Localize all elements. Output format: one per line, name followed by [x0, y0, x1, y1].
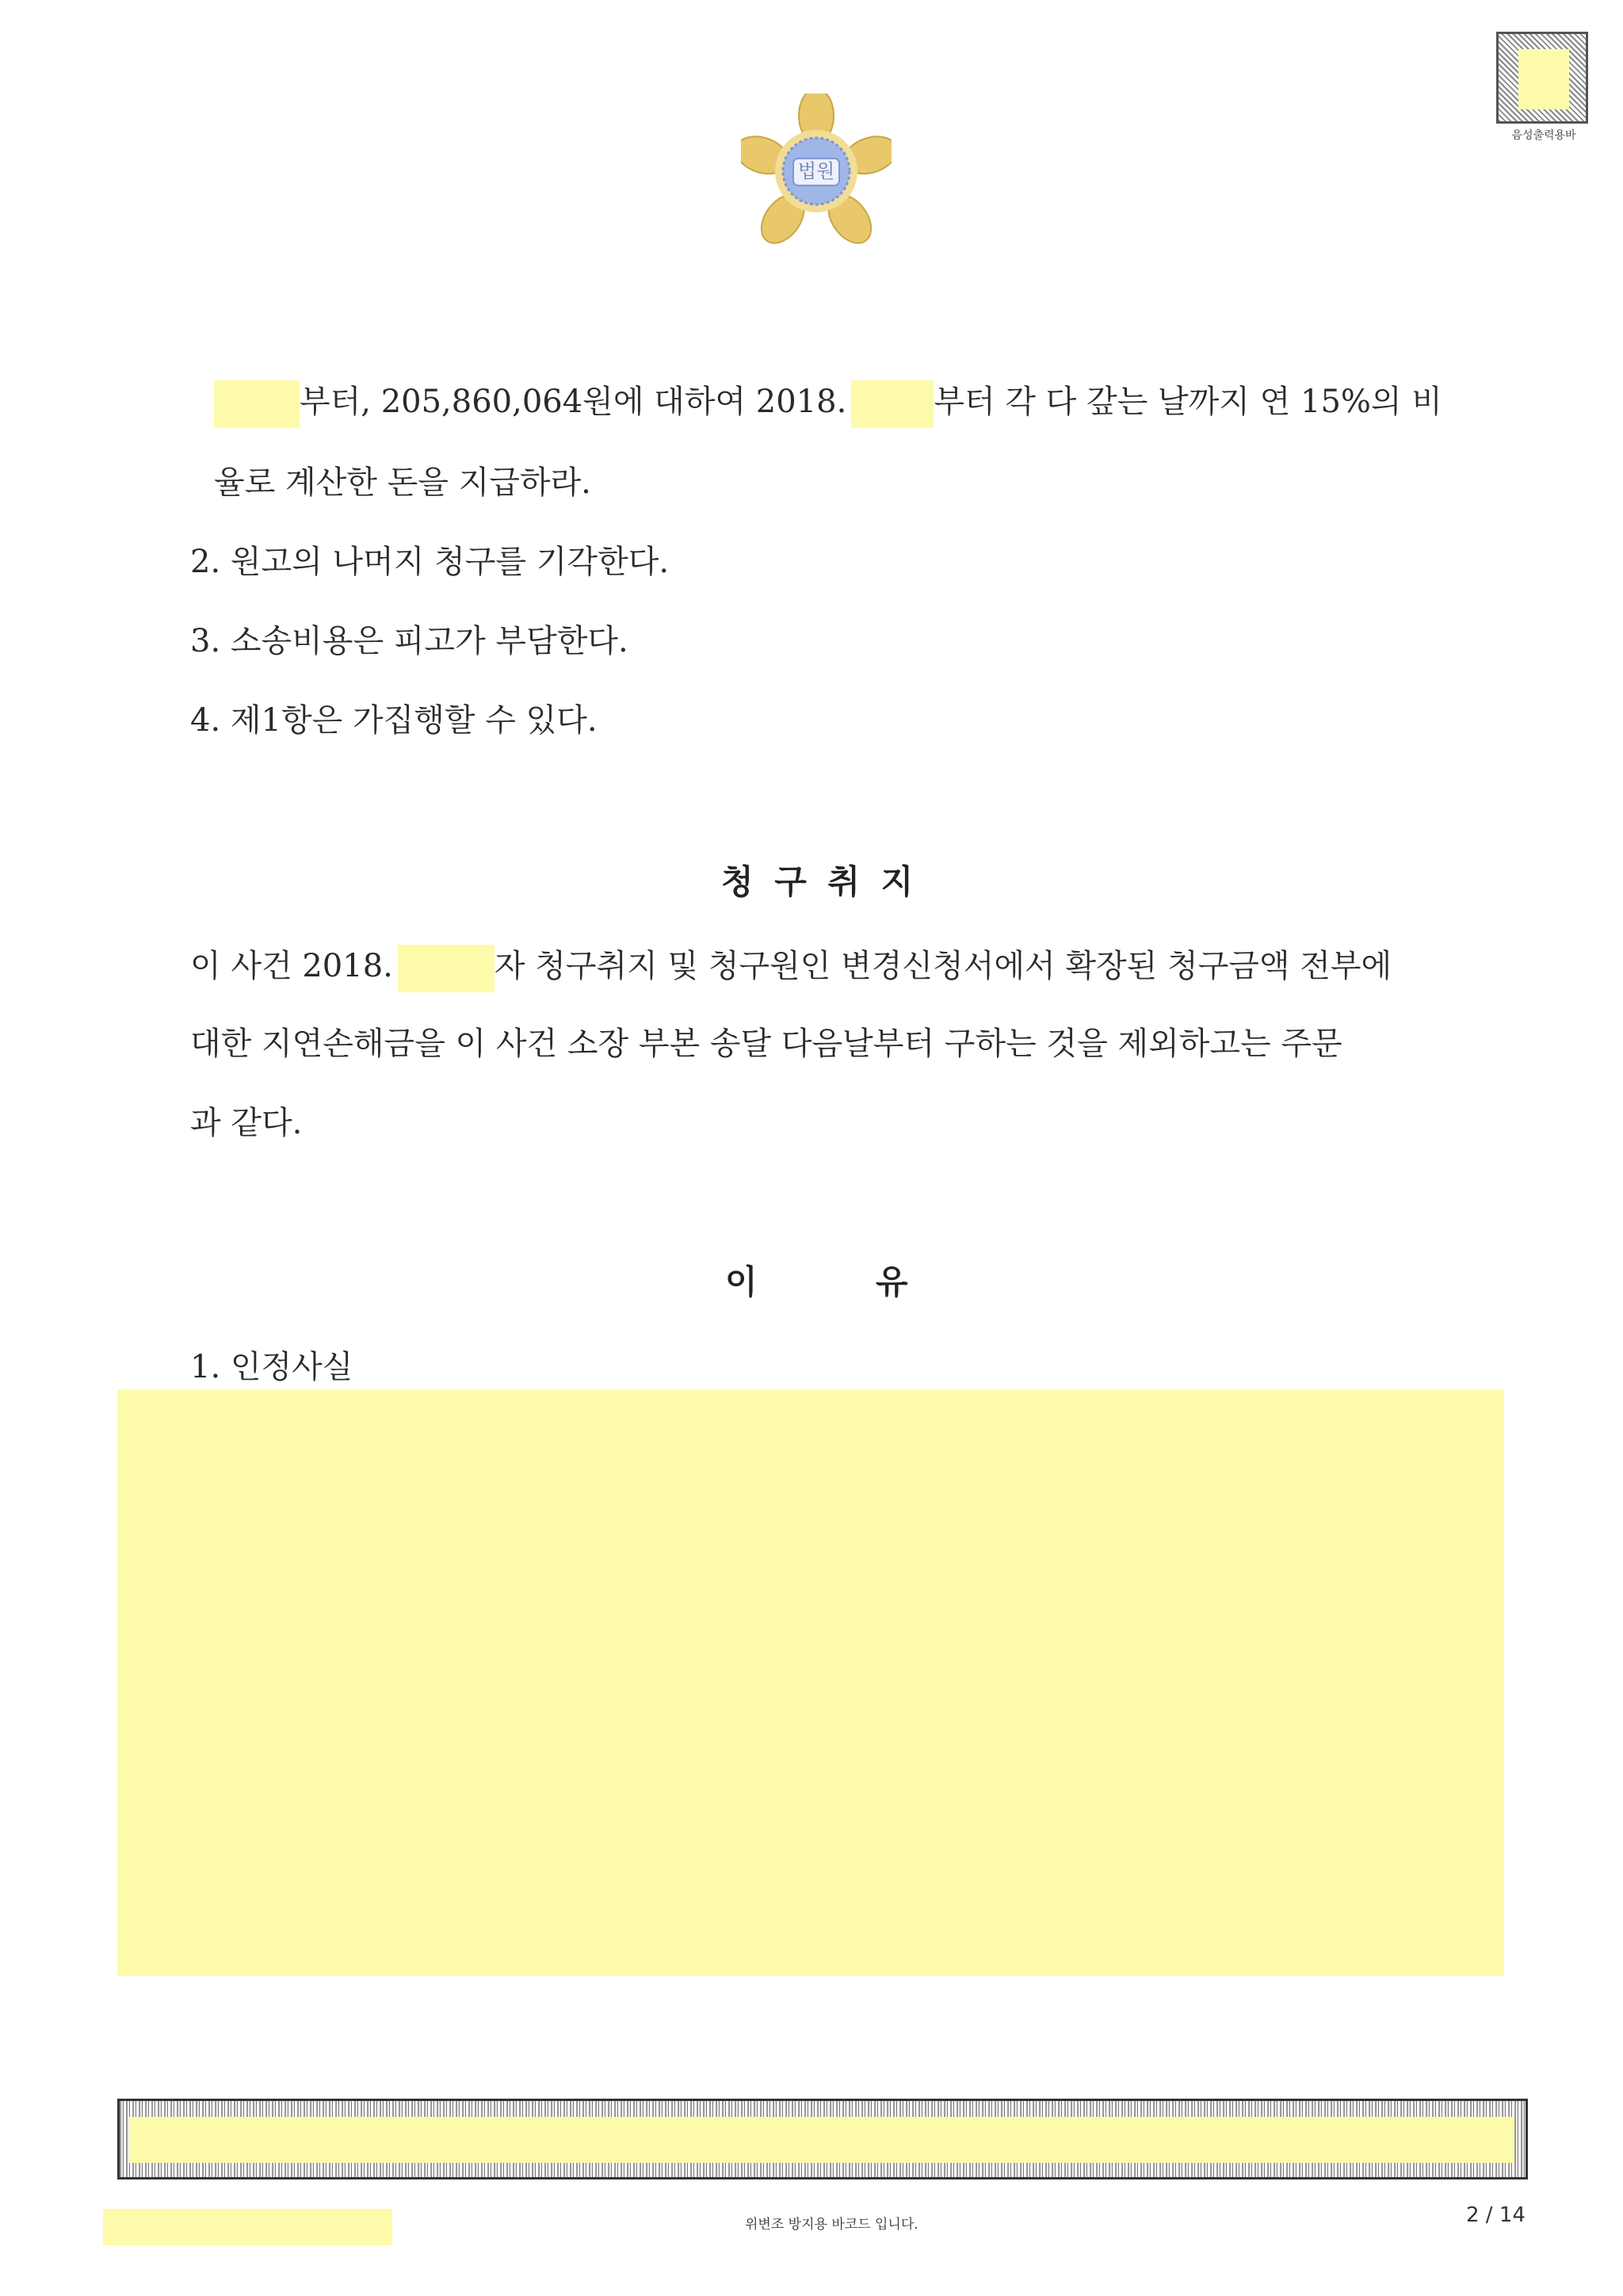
redaction-box: [214, 380, 300, 428]
order-item-2: 2. 원고의 나머지 청구를 기각한다.: [190, 544, 670, 580]
qr-code: [1496, 32, 1591, 143]
claim-line-1: 이 사건 2018. 자 청구취지 및 청구원인 변경신청서에서 확장된 청구금액 전부에: [190, 945, 1392, 992]
court-seal: [741, 94, 892, 244]
redaction-box: [117, 1389, 1504, 1976]
seal-text: 법원: [797, 160, 835, 182]
redaction-box: [129, 2117, 1514, 2163]
reasons-heading-right: 유: [876, 1263, 908, 1301]
anti-forgery-barcode: [117, 2099, 1528, 2179]
claim-line-2: 대한 지연손해금을 이 사건 소장 부본 송달 다음날부터 구하는 것을 제외하고는 주문: [190, 1026, 1342, 1062]
order-item-3: 3. 소송비용은 피고가 부담한다.: [190, 623, 628, 659]
redaction-box: [398, 945, 495, 992]
order-line-2: 율로 계산한 돈을 지급하라.: [214, 464, 591, 501]
order-item-4: 4. 제1항은 가집행할 수 있다.: [190, 702, 598, 739]
redaction-box: [851, 380, 934, 428]
redaction-box: [103, 2209, 392, 2245]
page-number: 2 / 14: [1466, 2203, 1526, 2227]
redaction-box: [1518, 49, 1569, 109]
qr-label: 음성출력용바: [1511, 129, 1576, 142]
barcode-note: 위변조 방지용 바코드 입니다.: [745, 2217, 918, 2233]
reasons-heading-left: 이: [725, 1263, 758, 1301]
order-line-1: 부터, 205,860,064원에 대하여 2018. 부터 각 다 갚는 날까지 연 15%의 비: [214, 380, 1442, 428]
claim-heading: 청 구 취 지: [721, 862, 918, 901]
section-heading-facts: 1. 인정사실: [190, 1349, 353, 1385]
claim-line-3: 과 같다.: [190, 1105, 303, 1141]
